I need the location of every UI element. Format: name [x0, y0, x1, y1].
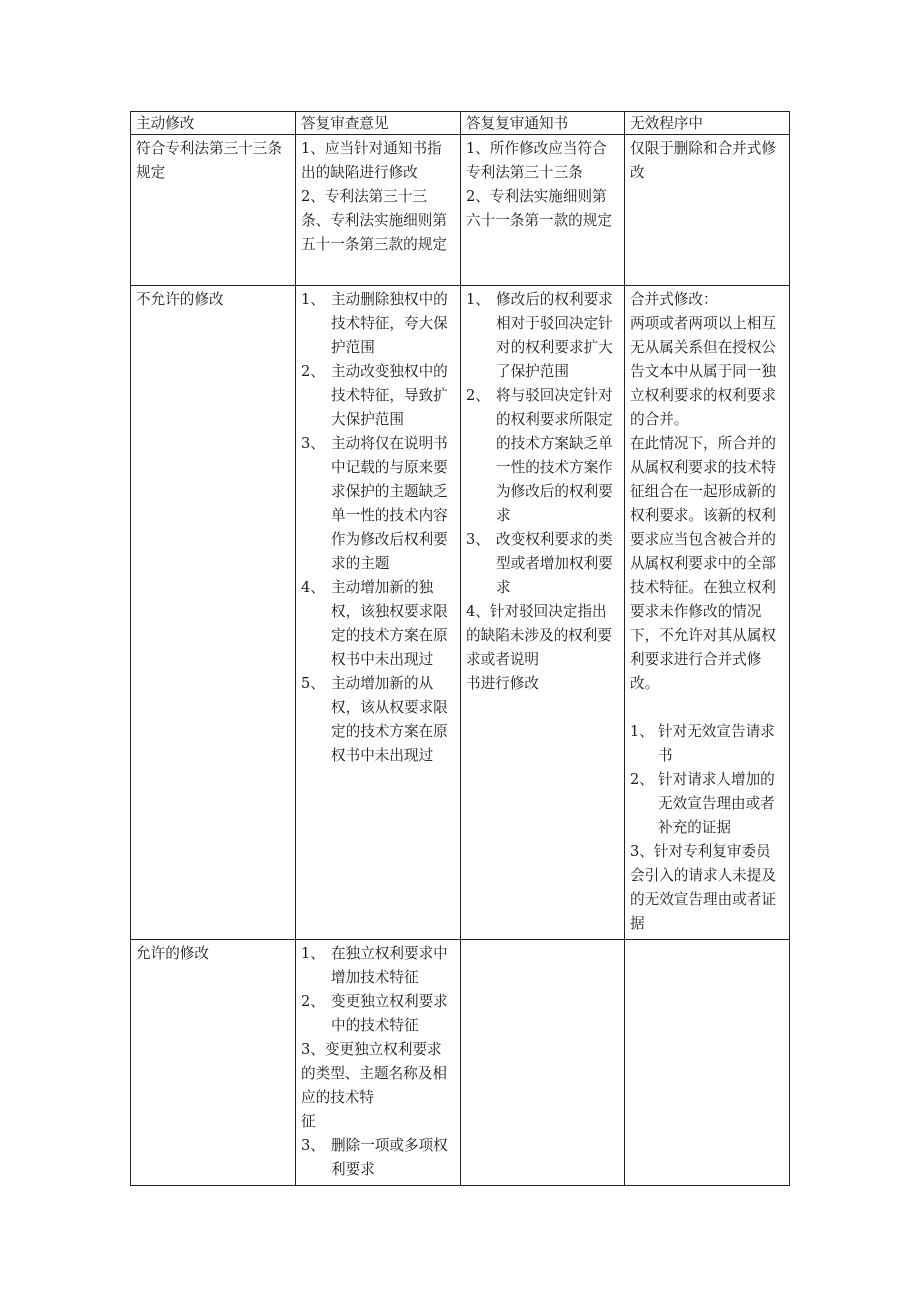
list-item: 2、 针对请求人增加的无效宣告理由或者补充的证据 [630, 771, 775, 836]
list-item: 2、 主动改变独权中的技术特征，导致扩大保护范围 [301, 363, 448, 428]
cell-line: 2、专利法第三十三条、专利法实施细则第五十一条第三款的规定 [301, 188, 447, 253]
reply-examination-cell [296, 135, 461, 286]
row-label: 允许的修改 [131, 940, 296, 1186]
header-cell: 主动修改 [131, 112, 296, 135]
list-item: 5、 主动增加新的从权，该从权要求限定的技术方案在原权书中未出现过 [301, 675, 448, 764]
header-cell: 答复审查意见 [296, 112, 461, 135]
reply-reexamination-cell [461, 135, 625, 286]
list-item: 3、 删除一项或多项权利要求 [301, 1137, 448, 1178]
list-item: 1、 在独立权利要求中增加技术特征 [301, 945, 448, 986]
reply-reexamination-cell [461, 940, 625, 1186]
cell-line: 两项或者两项以上相互无从属关系但在授权公告文本中从属于同一独立权利要求的权利要求的合并。 [630, 315, 776, 428]
table-row [131, 135, 790, 286]
invalidation-cell [625, 286, 790, 940]
list-item: 1、 主动删除独权中的技术特征，夸大保护范围 [301, 291, 448, 356]
cell-line: 合并式修改： [630, 291, 718, 308]
list-item: 2、 将与驳回决定针对的权利要求所限定的技术方案缺乏单一性的技术方案作为修改后的权利要求 [466, 387, 613, 524]
list-item: 1、 修改后的权利要求相对于驳回决定针对的权利要求扩大了保护范围 [466, 291, 613, 380]
header-cell: 答复复审通知书 [461, 112, 625, 135]
amendment-comparison-table [130, 111, 790, 1186]
reply-reexamination-cell [461, 286, 625, 940]
reply-examination-cell [296, 940, 461, 1186]
cell-line: 征 [301, 1113, 316, 1130]
cell-line: 书进行修改 [466, 675, 539, 692]
list-item: 3、 主动将仅在说明书中记载的与原来要求保护的主题缺乏单一性的技术内容作为修改后权利要求的主题 [301, 435, 448, 572]
cell-line: 在此情况下，所合并的从属权利要求的技术特征组合在一起形成新的权利要求。该新的权利要求应当包含被合并的从属权利要求中的全部技术特征。在独立权利要求未作修改的情况下，不允许对其从属权利要求进行合并式修改。 [630, 435, 776, 692]
cell-line: 1、所作修改应当符合专利法第三十三条 [466, 140, 607, 181]
list-item: 4、 主动增加新的独权，该独权要求限定的技术方案在原权书中未出现过 [301, 579, 448, 668]
invalidation-cell [625, 940, 790, 1186]
cell-line: 4、针对驳回决定指出的缺陷未涉及的权利要求或者说明 [466, 603, 612, 668]
row-label: 不允许的修改 [131, 286, 296, 940]
table-row [131, 940, 790, 1186]
header-row [131, 112, 790, 135]
table-row [131, 286, 790, 940]
spacer [630, 696, 785, 720]
list-item: 2、 变更独立权利要求中的技术特征 [301, 993, 448, 1034]
row-label: 符合专利法第三十三条规定 [131, 135, 296, 286]
cell-line: 3、针对专利复审委员会引入的请求人未提及的无效宣告理由或者证据 [630, 843, 776, 932]
reply-examination-cell [296, 286, 461, 940]
list-item: 1、 针对无效宣告请求书 [630, 723, 775, 764]
list-item: 3、 改变权利要求的类型或者增加权利要求 [466, 531, 613, 596]
cell-line: 3、变更独立权利要求的类型、主题名称及相应的技术特 [301, 1041, 447, 1106]
cell-line: 1、应当针对通知书指出的缺陷进行修改 [301, 140, 442, 181]
invalidation-cell: 仅限于删除和合并式修改 [625, 135, 790, 286]
header-cell: 无效程序中 [625, 112, 790, 135]
cell-line: 2、专利法实施细则第六十一条第一款的规定 [466, 188, 612, 229]
